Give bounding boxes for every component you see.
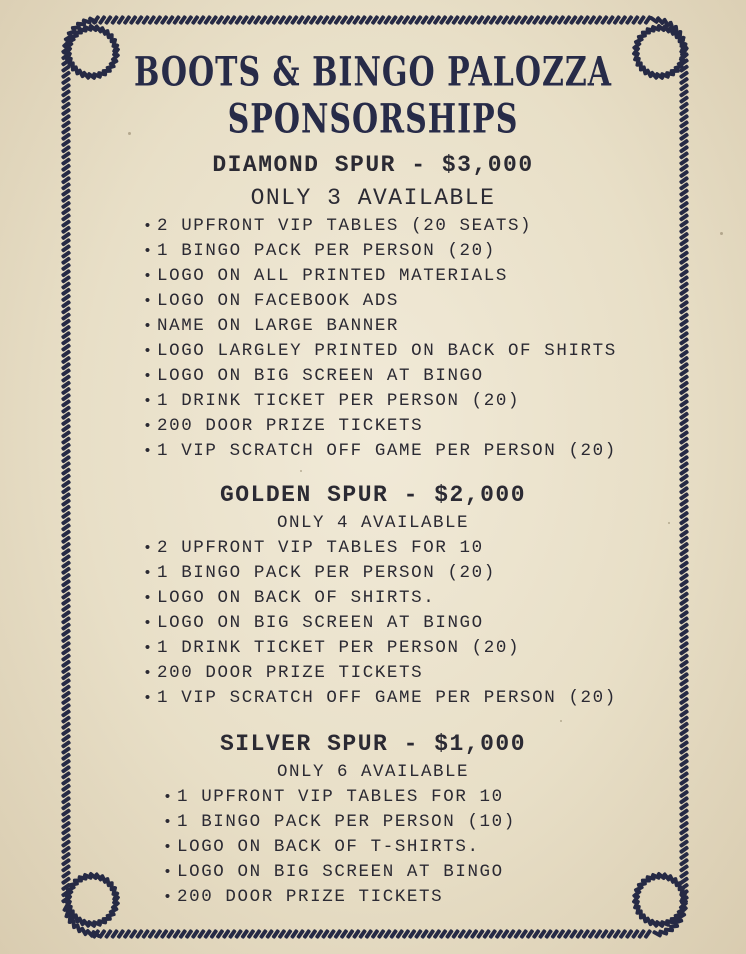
tier-diamond-heading: DIAMOND SPUR - $3,000 (212, 152, 534, 178)
tier-silver-heading: SILVER SPUR - $1,000 (219, 731, 527, 757)
benefit-item: • NAME ON LARGE BANNER (143, 314, 617, 339)
benefit-item: • 1 BINGO PACK PER PERSON (20) (143, 239, 617, 264)
benefit-item: • 1 UPFRONT VIP TABLES FOR 10 (163, 785, 516, 810)
benefit-item: • LOGO ON BACK OF SHIRTS. (143, 586, 617, 611)
benefit-item: • 2 UPFRONT VIP TABLES FOR 10 (143, 536, 617, 561)
tier-golden-heading: GOLDEN SPUR - $2,000 (219, 482, 527, 508)
bullet-icon: • (143, 418, 154, 435)
bullet-icon: • (143, 243, 154, 260)
bullet-icon: • (143, 218, 154, 235)
bullet-icon: • (163, 889, 174, 906)
title-line-1: BOOTS & BINGO PALOZZA (133, 48, 613, 97)
title-line-2: SPONSORSHIPS (227, 95, 519, 144)
benefit-item: • LOGO ON BACK OF T-SHIRTS. (163, 835, 516, 860)
bullet-icon: • (163, 864, 174, 881)
benefit-item: • 200 DOOR PRIZE TICKETS (143, 661, 617, 686)
bullet-icon: • (143, 665, 154, 682)
benefit-item: • 1 DRINK TICKET PER PERSON (20) (143, 636, 617, 661)
benefit-item: • 1 DRINK TICKET PER PERSON (20) (143, 389, 617, 414)
bullet-icon: • (143, 393, 154, 410)
benefit-item: • LOGO ON BIG SCREEN AT BINGO (143, 611, 617, 636)
bullet-icon: • (143, 615, 154, 632)
tier-silver-availability: ONLY 6 AVAILABLE (276, 762, 470, 782)
tier-golden-availability: ONLY 4 AVAILABLE (276, 513, 470, 533)
benefit-item: • 1 BINGO PACK PER PERSON (10) (163, 810, 516, 835)
bullet-icon: • (143, 590, 154, 607)
benefit-item: • 1 VIP SCRATCH OFF GAME PER PERSON (20) (143, 686, 617, 711)
benefit-item: • 200 DOOR PRIZE TICKETS (143, 414, 617, 439)
benefit-item: • 2 UPFRONT VIP TABLES (20 SEATS) (143, 214, 617, 239)
bullet-icon: • (143, 565, 154, 582)
bullet-icon: • (143, 368, 154, 385)
benefit-item: • LOGO ON BIG SCREEN AT BINGO (163, 860, 516, 885)
tier-diamond-benefits (143, 214, 617, 464)
bullet-icon: • (143, 268, 154, 285)
bullet-icon: • (143, 318, 154, 335)
benefit-item: • 200 DOOR PRIZE TICKETS (163, 885, 516, 910)
bullet-icon: • (143, 343, 154, 360)
bullet-icon: • (143, 640, 154, 657)
benefit-item: • LOGO ON FACEBOOK ADS (143, 289, 617, 314)
benefit-item: • LOGO LARGLEY PRINTED ON BACK OF SHIRTS (143, 339, 617, 364)
bullet-icon: • (143, 690, 154, 707)
tier-diamond-availability: ONLY 3 AVAILABLE (250, 185, 496, 211)
bullet-icon: • (143, 443, 154, 460)
tier-silver-benefits (163, 785, 516, 910)
bullet-icon: • (143, 540, 154, 557)
benefit-item: • LOGO ON BIG SCREEN AT BINGO (143, 364, 617, 389)
tier-golden-benefits (143, 536, 617, 711)
bullet-icon: • (163, 839, 174, 856)
benefit-item: • 1 BINGO PACK PER PERSON (20) (143, 561, 617, 586)
benefit-item: • LOGO ON ALL PRINTED MATERIALS (143, 264, 617, 289)
bullet-icon: • (163, 789, 174, 806)
bullet-icon: • (143, 293, 154, 310)
bullet-icon: • (163, 814, 174, 831)
benefit-item: • 1 VIP SCRATCH OFF GAME PER PERSON (20) (143, 439, 617, 464)
